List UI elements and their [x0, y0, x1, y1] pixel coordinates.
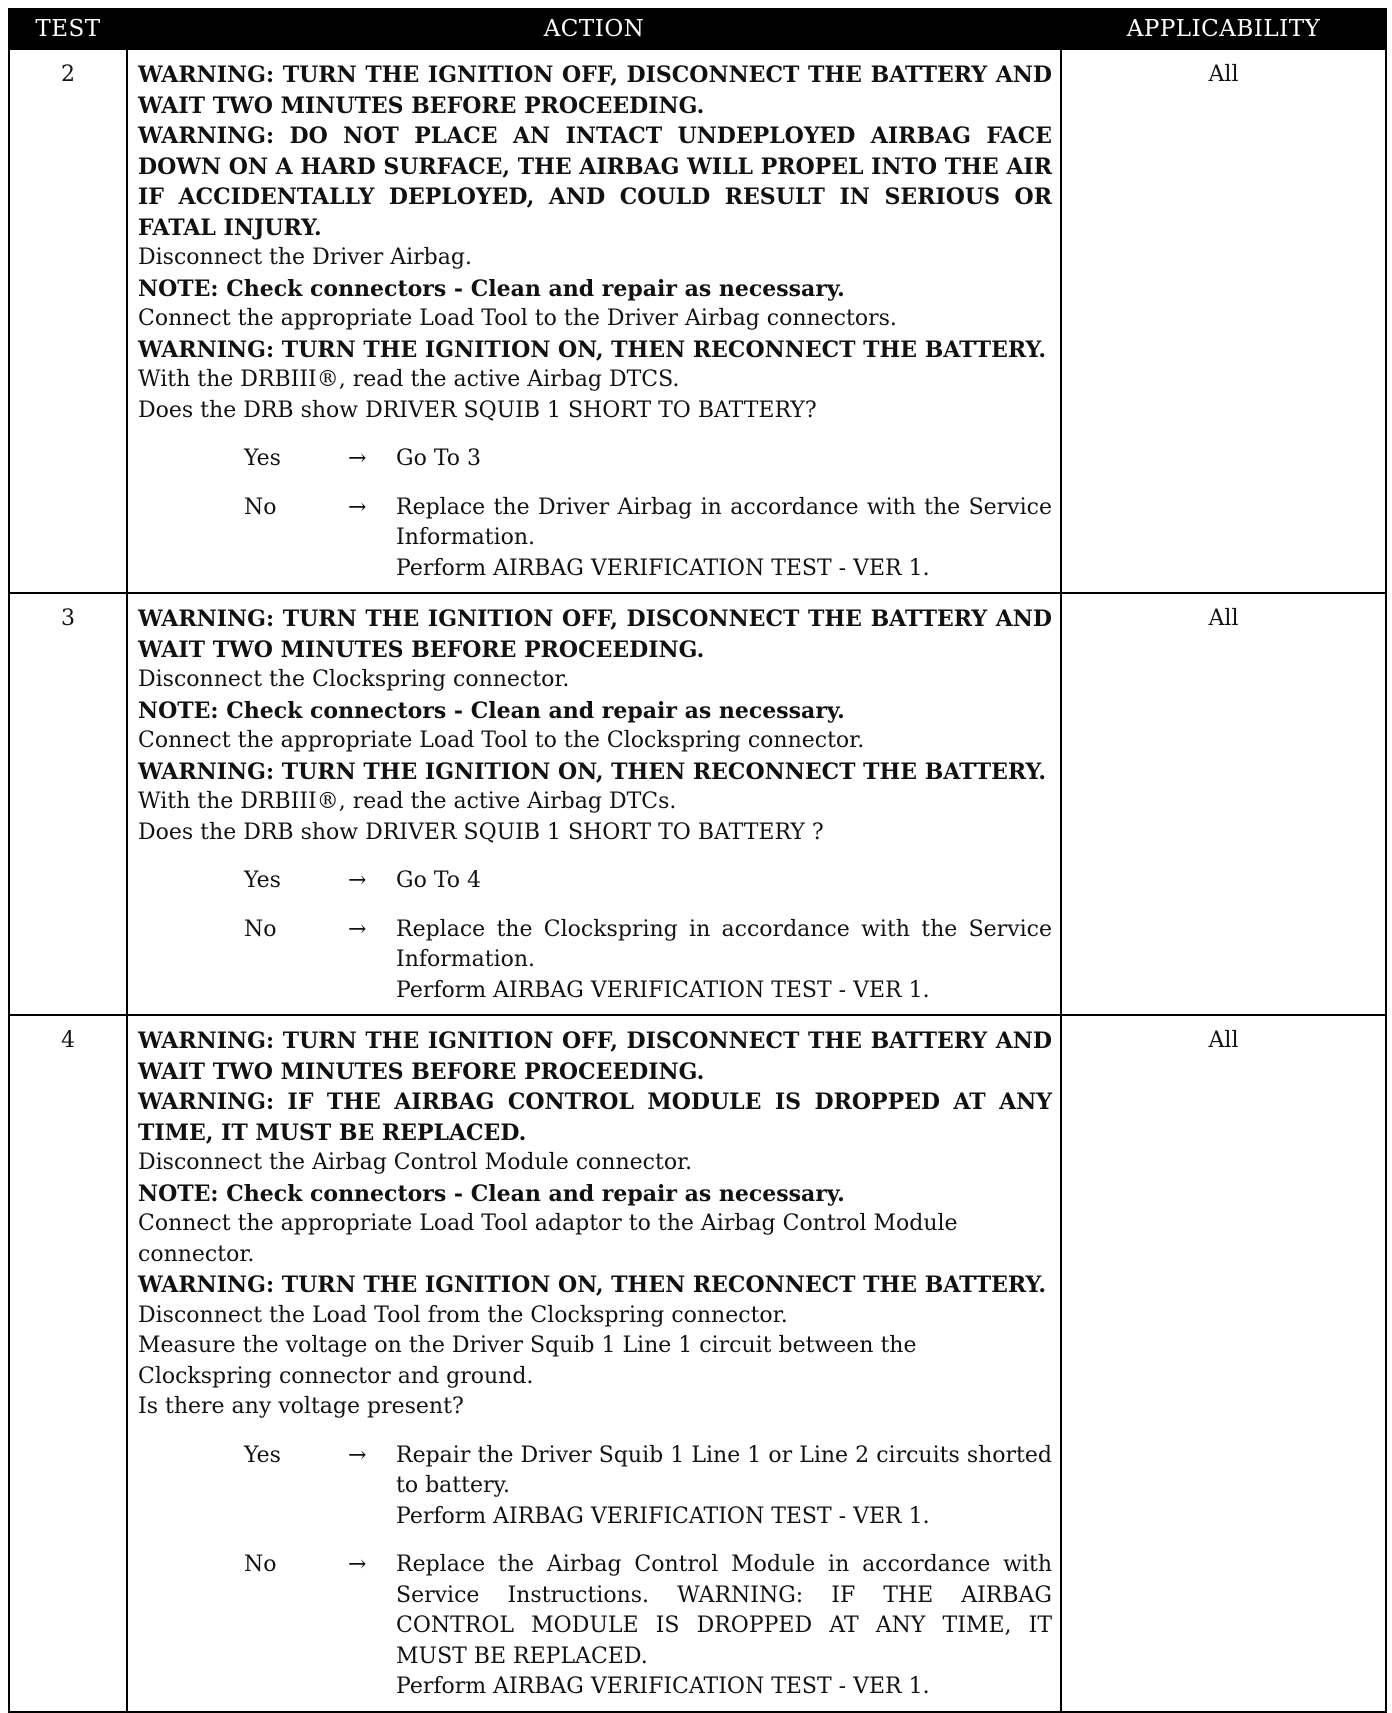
- yes-branch: [138, 1441, 1052, 1533]
- instruction-text: Disconnect the Airbag Control Module connector.: [138, 1150, 693, 1175]
- arrow-right-icon: →: [348, 916, 367, 942]
- test-number: 2: [9, 49, 127, 593]
- applicability-value: All: [1061, 49, 1386, 593]
- action-cell: [127, 1015, 1061, 1712]
- table-row: [9, 593, 1386, 1015]
- arrow-right-icon: →: [348, 1442, 367, 1468]
- instruction-text: Connect the appropriate Load Tool to the Driver Airbag connectors.: [138, 306, 897, 331]
- applicability-value: All: [1061, 593, 1386, 1015]
- no-branch: [138, 915, 1052, 1007]
- no-label: No: [244, 1552, 277, 1577]
- no-label: No: [244, 916, 277, 942]
- no-branch: [138, 1550, 1052, 1703]
- warning-text: NOTE: Check connectors - Clean and repair as necessary.: [138, 697, 845, 724]
- instruction-text: Connect the appropriate Load Tool to the Clockspring connector.: [138, 728, 865, 753]
- table-body: [9, 49, 1386, 1712]
- arrow-right-icon: →: [348, 446, 367, 471]
- instruction-text: Does the DRB show DRIVER SQUIB 1 SHORT TO BATTERY?: [138, 397, 817, 423]
- diagnostic-test-table: [8, 8, 1387, 1713]
- yes-outcome-text: [396, 444, 1052, 475]
- instruction-text: Connect the appropriate Load Tool adaptor to the Airbag Control Module connector.: [138, 1211, 958, 1267]
- outcome-line: Repair the Driver Squib 1 Line 1 or Line 2 circuits shorted to battery.: [396, 1442, 1052, 1498]
- no-outcome-text: [396, 493, 1052, 585]
- no-branch: [138, 493, 1052, 585]
- arrow-right-icon: →: [348, 868, 367, 893]
- warning-text: NOTE: Check connectors - Clean and repair as necessary.: [138, 1180, 845, 1207]
- warning-text: WARNING: TURN THE IGNITION OFF, DISCONNECT THE BATTERY AND WAIT TWO MINUTES BEFORE PROCEEDING.: [138, 1028, 1052, 1085]
- warning-text: WARNING: DO NOT PLACE AN INTACT UNDEPLOYED AIRBAG FACE DOWN ON A HARD SURFACE, THE AIRBAG WILL PROPEL INTO THE AIR IF ACCIDENTALLY DEPLOYED, AND COULD RESULT IN SERIOUS OR FATAL INJURY.: [138, 123, 1052, 241]
- instruction-text: Disconnect the Load Tool from the Clockspring connector.: [138, 1302, 788, 1328]
- action-cell: [127, 49, 1061, 593]
- instruction-text: Does the DRB show DRIVER SQUIB 1 SHORT TO BATTERY ?: [138, 819, 824, 845]
- yes-label: Yes: [244, 1442, 281, 1468]
- yes-label: Yes: [244, 868, 281, 893]
- warning-text: WARNING: TURN THE IGNITION ON, THEN RECONNECT THE BATTERY.: [138, 1272, 1047, 1298]
- outcome-line: Perform AIRBAG VERIFICATION TEST - VER 1.: [396, 555, 930, 581]
- warning-text: WARNING: TURN THE IGNITION ON, THEN RECONNECT THE BATTERY.: [138, 336, 1047, 363]
- no-outcome-text: [396, 915, 1052, 1007]
- outcome-line: Go To 4: [396, 868, 482, 893]
- outcome-line: Perform AIRBAG VERIFICATION TEST - VER 1.: [396, 977, 930, 1003]
- table-row: [9, 1015, 1386, 1712]
- outcome-line: Perform AIRBAG VERIFICATION TEST - VER 1.: [396, 1503, 930, 1529]
- no-outcome-text: [396, 1550, 1052, 1703]
- test-number: 3: [9, 593, 127, 1015]
- arrow-right-icon: →: [348, 1552, 367, 1577]
- warning-text: WARNING: TURN THE IGNITION OFF, DISCONNECT THE BATTERY AND WAIT TWO MINUTES BEFORE PROCEEDING.: [138, 606, 1052, 663]
- outcome-line: Go To 3: [396, 446, 482, 471]
- table-row: [9, 49, 1386, 593]
- no-label: No: [244, 494, 277, 520]
- instruction-text: Disconnect the Clockspring connector.: [138, 667, 570, 692]
- instruction-text: Disconnect the Driver Airbag.: [138, 245, 472, 270]
- yes-label: Yes: [244, 446, 281, 471]
- instruction-text: Measure the voltage on the Driver Squib 1 Line 1 circuit between the Clockspring connector and ground.: [138, 1333, 917, 1389]
- header-test: TEST: [9, 9, 127, 49]
- warning-text: WARNING: IF THE AIRBAG CONTROL MODULE IS DROPPED AT ANY TIME, IT MUST BE REPLACED.: [138, 1089, 1052, 1146]
- diagnostic-table-page: [8, 8, 1385, 1713]
- applicability-value: All: [1061, 1015, 1386, 1712]
- yes-branch: [138, 444, 1052, 475]
- outcome-line: Replace the Clockspring in accordance with the Service Information.: [396, 916, 1052, 972]
- yes-outcome-text: [396, 1441, 1052, 1533]
- header-applicability: APPLICABILITY: [1061, 9, 1386, 49]
- warning-text: NOTE: Check connectors - Clean and repair as necessary.: [138, 275, 845, 302]
- warning-text: WARNING: TURN THE IGNITION ON, THEN RECONNECT THE BATTERY.: [138, 758, 1047, 785]
- yes-outcome-text: [396, 866, 1052, 897]
- outcome-line: Perform AIRBAG VERIFICATION TEST - VER 1.: [396, 1674, 930, 1699]
- instruction-text: With the DRBIII®, read the active Airbag DTCs.: [138, 789, 677, 814]
- test-number: 4: [9, 1015, 127, 1712]
- outcome-line: Replace the Driver Airbag in accordance with the Service Information.: [396, 494, 1052, 550]
- arrow-right-icon: →: [348, 494, 367, 520]
- instruction-text: Is there any voltage present?: [138, 1394, 464, 1419]
- instruction-text: With the DRBIII®, read the active Airbag DTCS.: [138, 367, 680, 392]
- action-cell: [127, 593, 1061, 1015]
- table-header-row: [9, 9, 1386, 49]
- yes-branch: [138, 866, 1052, 897]
- warning-text: WARNING: TURN THE IGNITION OFF, DISCONNECT THE BATTERY AND WAIT TWO MINUTES BEFORE PROCEEDING.: [138, 62, 1052, 119]
- header-action: ACTION: [127, 9, 1061, 49]
- outcome-line: Replace the Airbag Control Module in accordance with Service Instructions. WARNING: IF THE AIRBAG CONTROL MODULE IS DROPPED AT ANY TIME, IT MUST BE REPLACED.: [396, 1552, 1052, 1669]
